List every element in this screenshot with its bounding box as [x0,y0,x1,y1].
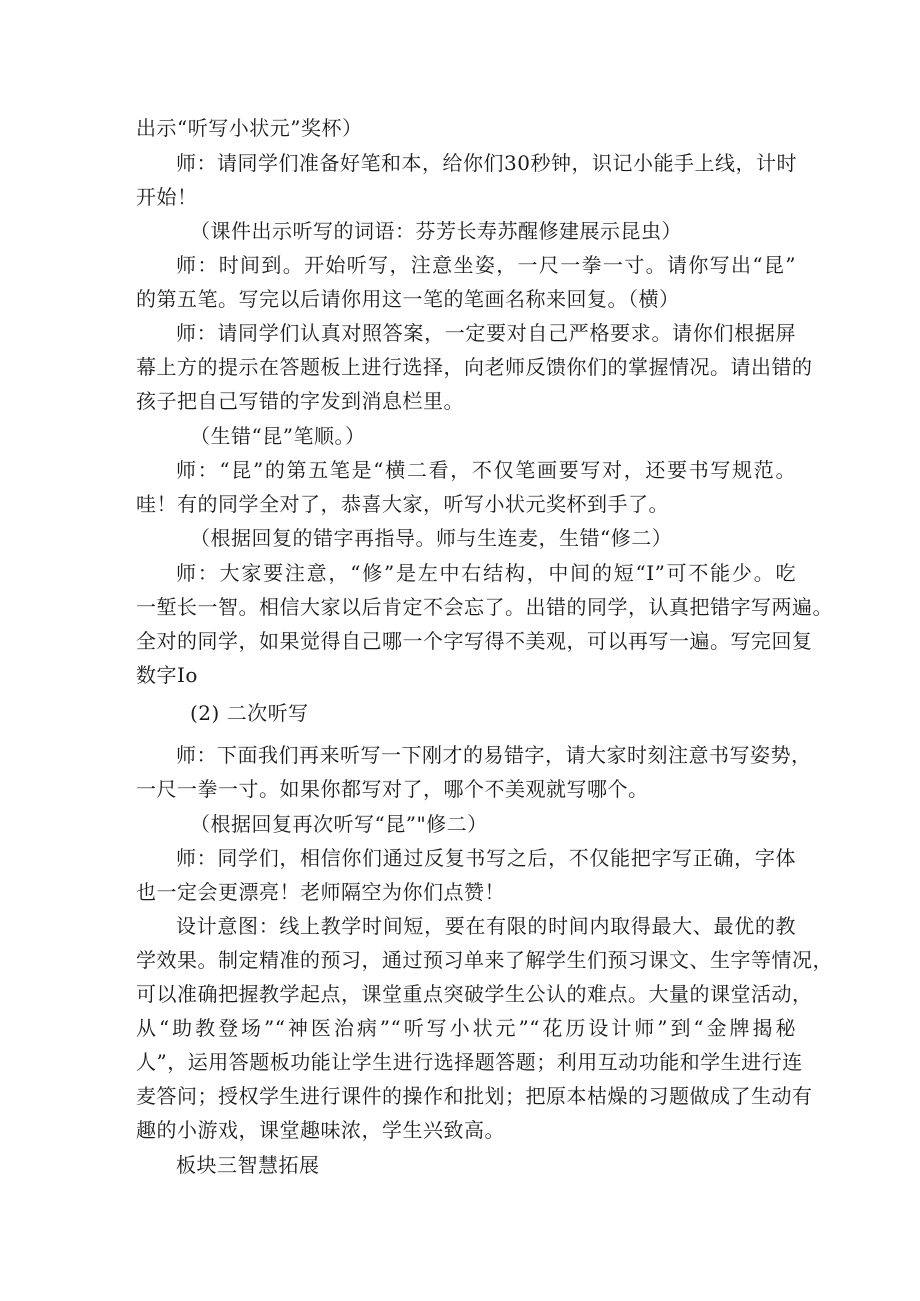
section-heading: (2) 二次听写 [190,701,309,725]
section-heading: 板块三智慧拓展 [176,1153,320,1177]
text-line: 开始！ [136,185,198,209]
text-line: 麦答问；授权学生进行课件的操作和批划；把原本枯燥的习题做成了生动有 [136,1084,813,1108]
text-line: （生错“昆”笔顺。） [190,424,366,448]
text-line: 学效果。制定精准的预习，通过预习单来了解学生们预习课文、生字等情况， [136,948,833,972]
text-line: （课件出示听写的词语：芬芳长寿苏醒修建展示昆虫） [190,219,682,243]
text-line: （根据回复再次听写“昆”"修二） [190,812,488,836]
text-line: 孩子把自己写错的字发到消息栏里。 [136,389,464,413]
text-line: 一尺一拳一寸。如果你都写对了，哪个不美观就写哪个。 [136,777,649,801]
text-line: 人”，运用答题板功能让学生进行选择题答题；利用互动功能和学生进行连 [136,1050,803,1074]
text-line: 可以准确把握教学起点，课堂重点突破学生公认的难点。大量的课堂活动， [136,982,813,1006]
text-line: 一堑长一智。相信大家以后肯定不会忘了。出错的同学，认真把错字写两遍。 [136,595,833,619]
text-line: 师：请同学们准备好笔和本，给你们30秒钟，识记小能手上线，计时 [176,151,797,175]
text-line: 也一定会更漂亮！老师隔空为你们点赞！ [136,880,505,904]
text-line: 的第五笔。写完以后请你用这一笔的笔画名称来回复。（横） [136,287,680,311]
text-line: 从“助教登场”“神医治病”“听写小状元”“花历设计师”到“金牌揭秘 [136,1016,796,1040]
text-line: 设计意图：线上教学时间短，要在有限的时间内取得最大、最优的教 [176,914,796,938]
text-line: 幕上方的提示在答题板上进行选择，向老师反馈你们的掌握情况。请出错的 [136,355,813,379]
text-line: 师：同学们，相信你们通过反复书写之后，不仅能把字写正确，字体 [176,846,796,870]
text-line: 师：大家要注意，“修”是左中右结构，中间的短“I”可不能少。吃 [176,561,796,585]
text-line: （根据回复的错字再指导。师与生连麦，生错“修二） [190,526,673,550]
text-line: 师：时间到。开始听写，注意坐姿，一尺一拳一寸。请你写出“昆” [176,253,796,277]
text-line: 全对的同学，如果觉得自己哪一个字写得不美观，可以再写一遍。写完回复 [136,629,813,653]
text-line: 哇！有的同学全对了，恭喜大家，听写小状元奖杯到手了。 [136,492,669,516]
text-line: 数字Io [136,663,198,687]
text-line: 出示“听写小状元”奖杯） [136,116,363,140]
text-line: 趣的小游戏，课堂趣味浓，学生兴致高。 [136,1118,505,1142]
text-line: 师：下面我们再来听写一下刚才的易错字，请大家时刻注意书写姿势， [176,743,812,767]
text-line: 师：“昆”的第五笔是“横二看，不仅笔画要写对，还要书写规范。 [176,458,796,482]
text-line: 师：请同学们认真对照答案，一定要对自己严格要求。请你们根据屏 [176,321,796,345]
